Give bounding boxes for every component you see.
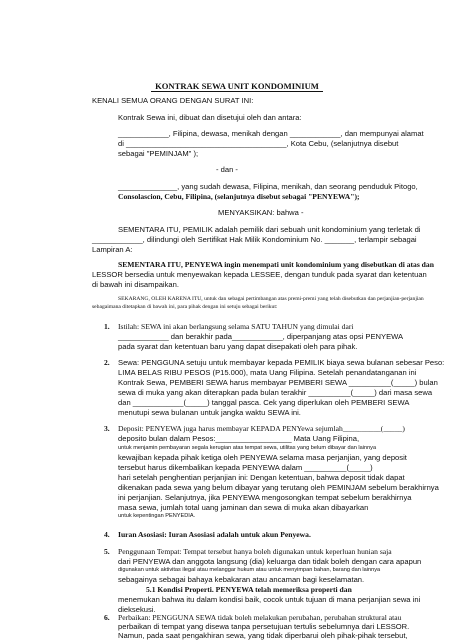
item-5-line-3: digunakan untuk aktivitas ilegal atau melanggar hukum atau untuk menyimpan bahan, barang dan lainnya xyxy=(118,567,381,573)
item-3-line-10: untuk kepentingan PENYEDIA. xyxy=(118,513,196,519)
item-3-line-3: untuk menjamin pembayaran segala kerugian atas tempat sewa, utilitas yang belum dibayar dan lainnya xyxy=(118,445,377,451)
item-3-line-7: dikenakan pada sewa yang belum dibayar yang terutang oleh PEMINJAM sebelum berakhirnya xyxy=(118,483,439,492)
item-4-line-1: Iuran Asosiasi: Iuran Asosiasi adalah untuk akun Penyewa. xyxy=(118,530,311,539)
item-4-number: 4. xyxy=(104,530,110,539)
whereas-1-line-3: Lampiran A: xyxy=(92,245,133,254)
whereas-2-line-1: SEMENTARA ITU, PENYEWA ingin menempati unit kondominium yang disebutkan di atas dan xyxy=(118,260,434,269)
item-3-line-1: Deposit: PENYEWA juga harus membayar KEPADA PENYewa sejumlah__________(_____) xyxy=(118,424,405,433)
now-therefore-line-1: SEKARANG, OLEH KARENA ITU, untuk dan sebagai pertimbangan atas premi-premi yang telah disebutkan dan perjanjian-perjanjian xyxy=(118,296,424,302)
item-5-1-heading: 5.1 Kondisi Properti. PENYEWA telah memeriksa properti dan xyxy=(146,585,352,594)
item-6-line-3: Namun, pada saat pengakhiran sewa, yang tidak diperbarui oleh pihak-pihak tersebut, xyxy=(118,631,408,640)
party-intro: Kontrak Sewa ini, dibuat dan disetujui oleh dan antara: xyxy=(118,113,302,122)
party-lessor-line: ____________, Filipina, dewasa, menikah dengan ____________, dan mempunyai alamat xyxy=(118,129,424,138)
and-separator: - dan - xyxy=(216,165,238,174)
item-6-number: 6. xyxy=(104,613,110,622)
whereas-1-line-2: ____________, dilindungi oleh Sertifikat Hak Milik Kondominium No. _______, terlampir sebagai xyxy=(92,235,417,244)
document-title: KONTRAK SEWA UNIT KONDOMINIUM xyxy=(0,82,474,92)
party-lessee-line: ______________, yang sudah dewasa, Filipina, menikah, dan seorang penduduk Pitogo, xyxy=(118,182,418,191)
item-2-line-5: dan ____________(_____) tanggal pasca. Cek yang diperlukan oleh PEMBERI SEWA xyxy=(118,398,410,407)
item-3-line-8: ini perjanjian. Selanjutnya, jika PENYEWA mengosongkan tempat sebelum berakhirnya xyxy=(118,493,412,502)
item-1-line-2: ____________ dan berakhir pada____________, diperpanjang atas opsi PENYEWA xyxy=(118,332,404,341)
item-6-line-1: Perbaikan: PENGGUNA SEWA tidak boleh melakukan perubahan, perubahan struktural atau xyxy=(118,613,402,622)
party-lessor-address: di ______________________________________, Kota Cebu, (selanjutnya disebut xyxy=(118,139,399,148)
item-1-line-3: pada syarat dan ketentuan baru yang dapat disepakati oleh para pihak. xyxy=(118,342,358,351)
item-5-line-1: Penggunaan Tempat: Tempat tersebut hanya boleh digunakan untuk keperluan hunian saja xyxy=(118,547,392,556)
intro-line: KENALI SEMUA ORANG DENGAN SURAT INI: xyxy=(92,96,254,105)
item-3-line-4: kewajiban kepada pihak ketiga oleh PENYEWA selama masa perjanjian, yang deposit xyxy=(118,453,407,462)
item-2-line-4: sewa di muka yang akan diterapkan pada bulan terakhir __________(_____) dari masa sewa xyxy=(118,388,433,397)
party-lessee-label: Consolascion, Cebu, Filipina, (selanjutnya disebut sebagai "PENYEWA"); xyxy=(118,192,360,201)
item-5-line-2: dari PENYEWA dan anggota langsung (dia) keluarga dan tidak boleh dengan cara apapun xyxy=(118,557,422,566)
item-3-line-5: tersebut harus dikembalikan kepada PENYEWA dalam __________(_____) xyxy=(118,463,373,472)
whereas-2-line-3: di bawah ini disampaikan. xyxy=(92,280,179,289)
item-3-line-9: masa sewa, jumlah total uang jaminan dan sewa di muka akan dibayarkan xyxy=(118,503,369,512)
item-2-number: 2. xyxy=(104,358,110,367)
item-6-line-2: perbaikan di tempat yang disewa tanpa persetujuan tertulis sebelumnya dari LESSOR. xyxy=(118,622,410,631)
item-5-line-7: dieksekusi. xyxy=(118,605,156,614)
item-5-line-6: menemukan bahwa itu dalam kondisi baik, cocok untuk tujuan di mana perjanjian sewa ini xyxy=(118,595,421,604)
whereas-2-line-2: LESSOR bersedia untuk menyewakan kepada LESSEE, dengan tunduk pada syarat dan ketentuan xyxy=(92,270,427,279)
item-2-line-6: menutupi sewa bulanan untuk jangka waktu SEWA ini. xyxy=(118,408,301,417)
item-3-line-2: deposito bulan dalam Pesos:__________________ Mata Uang Filipina, xyxy=(118,434,360,443)
item-3-line-6: hari setelah penghentian perjanjian ini: Dengan ketentuan, bahwa deposit tidak dapat xyxy=(118,473,405,482)
party-lessor-label: sebagai "PEMINJAM" ); xyxy=(118,149,199,158)
item-5-number: 5. xyxy=(104,547,110,556)
item-2-line-1: Sewa: PENGGUNA setuju untuk membayar kepada PEMILIK biaya sewa bulanan sebesar Peso: xyxy=(118,358,445,367)
item-1-number: 1. xyxy=(104,322,110,331)
witnesseth: MENYAKSIKAN: bahwa - xyxy=(218,208,304,217)
item-2-line-3: Kontrak Sewa, PEMBERI SEWA harus membayar PEMBERI SEWA __________(_____) bulan xyxy=(118,378,438,387)
now-therefore-line-2: sebagaimana ditetapkan di bawah ini, para pihak dengan ini setuju sebagai berikut: xyxy=(92,304,278,310)
item-2-line-2: LIMA BELAS RIBU PESOS (P15.000), mata Uang Filipina. Setelah penandatanganan ini xyxy=(118,368,417,377)
item-1-line-1: Istilah: SEWA ini akan berlangsung selama SATU TAHUN yang dimulai dari xyxy=(118,322,354,331)
item-3-number: 3. xyxy=(104,424,110,433)
whereas-1-line-1: SEMENTARA ITU, PEMILIK adalah pemilik dari sebuah unit kondominium yang terletak di xyxy=(118,225,421,234)
item-5-line-4: sebagainya sebagai bahaya kebakaran atau ancaman bagi keselamatan. xyxy=(118,575,365,584)
